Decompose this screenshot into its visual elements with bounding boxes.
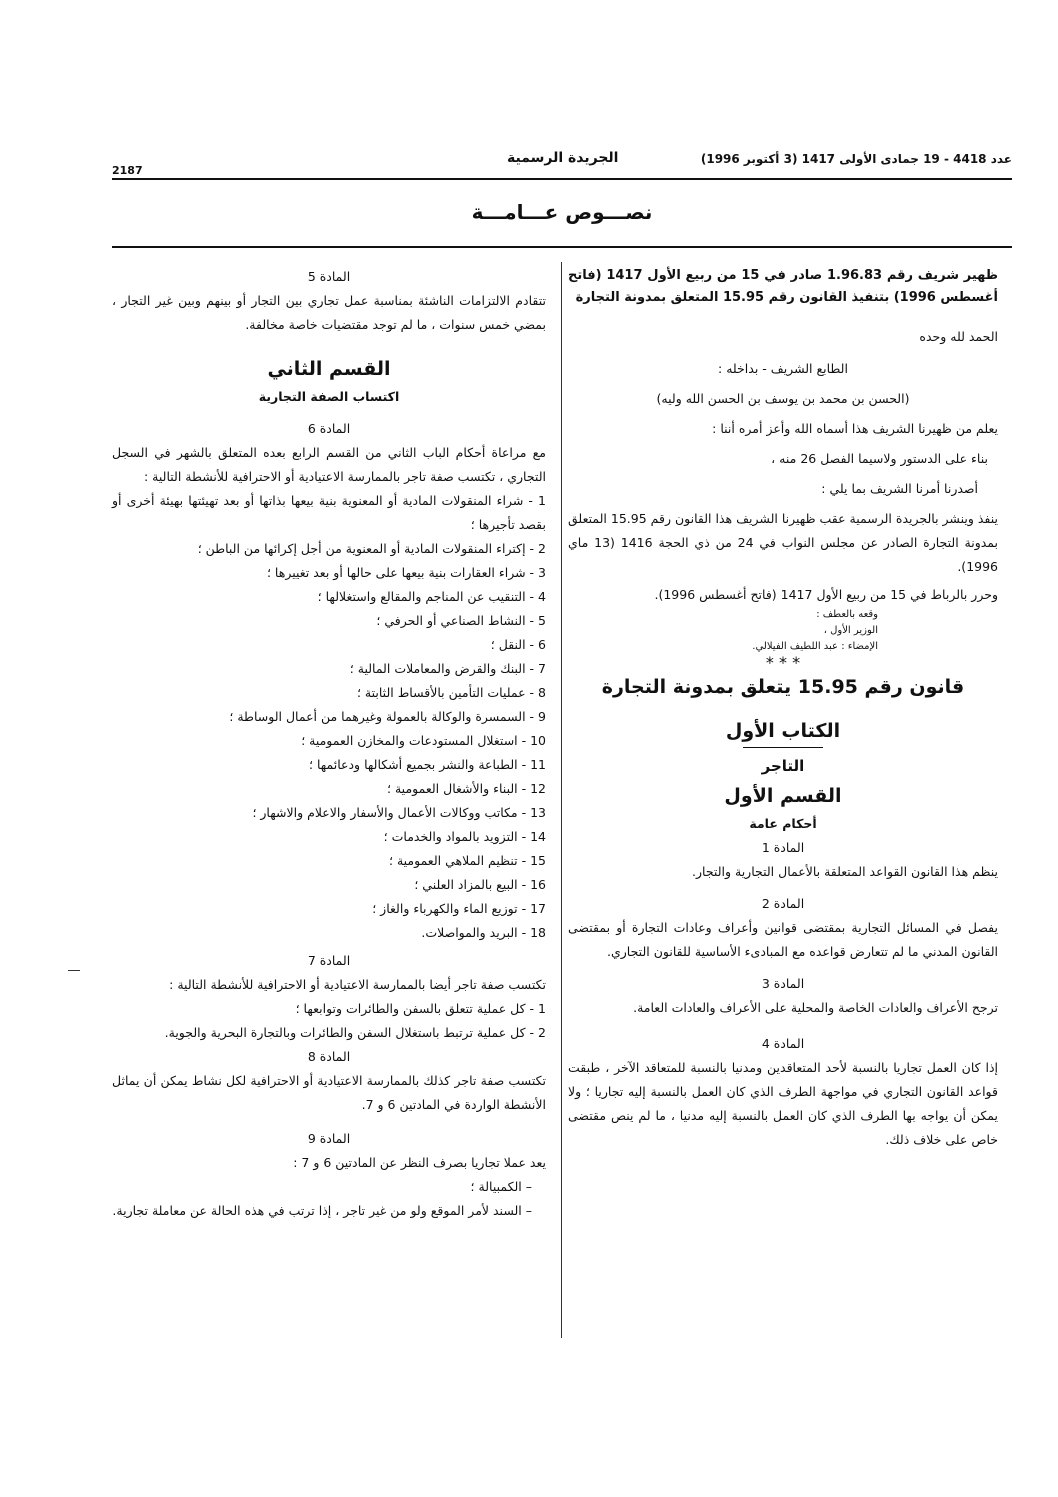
section-title: نصـــوص عـــامـــة [471,200,653,224]
article-9-item-1: – الكمبيالة ؛ [470,1179,532,1194]
list-item: 17 - توزيع الماء والكهرباء والغاز ؛ [372,901,546,916]
article-8-text: تكتسب صفة تاجر كذلك بالممارسة الاعتيادية أو الاحترافية لكل نشاط يمكن أن يماثل الأنشطة الواردة في المادتين 6 و 7. [112,1073,546,1112]
list-item: 13 - مكاتب ووكالات الأعمال والأسفار والاعلام والاشهار ؛ [252,805,546,820]
article-5-label: المادة 5 [307,269,351,284]
left-column [112,265,546,1223]
article-6-text: مع مراعاة أحكام الباب الثاني من القسم الرابع بعده المتعلق بالشهر في السجل التجاري ، تكتسب صفة تاجر بالممارسة الاعتيادية أو الاحترافية للأنشطة التالية : [112,445,546,484]
article-2-label: المادة 2 [761,896,805,911]
signature-3: الإمضاء : عبد اللطيف الفيلالي. [752,641,878,652]
list-item: 16 - البيع بالمزاد العلني ؛ [414,877,546,892]
list-item: 3 - شراء العقارات بنية بيعها على حالها أو بعد تغييرها ؛ [266,565,546,580]
list-item: 4 - التنقيب عن المناجم والمقالع واستغلالها ؛ [317,589,546,604]
signature-2: الوزير الأول ، [823,625,878,636]
margin-mark [68,970,80,971]
para-2: بناء على الدستور ولاسيما الفصل 26 منه ، [771,451,988,466]
list-item: 9 - السمسرة والوكالة بالعمولة وغيرهما من أعمال الوساطة ؛ [229,709,546,724]
article-7-label: المادة 7 [307,953,351,968]
page-number: 2187 [112,164,143,177]
list-item: 5 - النشاط الصناعي أو الحرفي ؛ [376,613,546,628]
article-8-label: المادة 8 [307,1049,351,1064]
list-item: 12 - البناء والأشغال العمومية ؛ [387,781,546,796]
activity-list [112,489,546,945]
article-4-text: إذا كان العمل تجاريا بالنسبة لأحد المتعاقدين ومدنيا بالنسبة للمتعاقد الآخر ، طبقت قواعد القانون التجاري في مواجهة الطرف الذي كان العمل بالنسبة إليه تجاريا ؛ ولا يمكن أن يواجه بها الطرف الذي كان العمل بالنسبة إليه مدنيا ، ما لم ينص مقتضى خاص على خلاف ذلك. [568,1060,998,1147]
section-rule [112,246,1012,248]
list-item: 8 - عمليات التأمين بالأقساط الثابتة ؛ [356,685,546,700]
article-5-text: تتقادم الالتزامات الناشئة بمناسبة عمل تجاري بين التجار أو بينهم وبين غير التجار ، بمضي خمس سنوات ، ما لم توجد مقتضيات خاصة مخالفة. [112,293,546,332]
gazette-title: الجريدة الرسمية [507,150,619,166]
hamd-line: الحمد لله وحده [919,329,998,344]
seal-line: الطابع الشريف - بداخله : [718,361,848,376]
list-item: 11 - الطباعة والنشر بجميع أشكالها ودعائمها ؛ [309,757,546,772]
article-1-text: ينظم هذا القانون القواعد المتعلقة بالأعمال التجارية والتجار. [692,864,998,879]
para-5: وحرر بالرباط في 15 من ربيع الأول 1417 (فاتح أغسطس 1996). [654,587,998,602]
list-item: 10 - استغلال المستودعات والمخازن العمومية ؛ [301,733,546,748]
signature-1: وقعه بالعطف : [816,609,878,620]
book-rule [743,747,823,748]
header-rule [112,178,1012,180]
article-9-item-2: – السند لأمر الموقع ولو من غير تاجر ، إذا ترتب في هذه الحالة عن معاملة تجارية. [112,1203,532,1218]
para-1: يعلم من ظهيرنا الشريف هذا أسماه الله وأعز أمره أننا : [712,421,998,436]
article-1-label: المادة 1 [761,840,805,855]
part-two-subtitle: اكتساب الصفة التجارية [258,389,400,404]
article-9-text: يعد عملا تجاريا بصرف النظر عن المادتين 6 و 7 : [293,1155,546,1170]
dahir-title: ظهير شريف رقم 1.96.83 صادر في 15 من ربيع الأول 1417 (فاتح أغسطس 1996) بتنفيذ القانون رقم 15.95 المتعلق بمدونة التجارة [568,268,998,305]
list-item: 15 - تنظيم الملاهي العمومية ؛ [389,853,546,868]
king-line: (الحسن بن محمد بن يوسف بن الحسن الله وليه) [656,391,910,406]
stars-separator: * * * [765,653,801,672]
law-title: قانون رقم 15.95 يتعلق بمدونة التجارة [601,676,965,698]
general-provisions: أحكام عامة [749,816,817,831]
list-item: 1 - شراء المنقولات المادية أو المعنوية بنية بيعها بذاتها أو بعد تهيئتها بهيئة أخرى أو بقصد تأجيرها ؛ [112,493,546,532]
article-9-label: المادة 9 [307,1131,351,1146]
para-3: أصدرنا أمرنا الشريف بما يلي : [821,481,978,496]
article-6-label: المادة 6 [307,421,351,436]
article-4-label: المادة 4 [761,1036,805,1051]
article-7-item-2: 2 - كل عملية ترتبط باستغلال السفن والطائرات وبالتجارة البحرية والجوية. [164,1025,546,1040]
article-7-text: تكتسب صفة تاجر أيضا بالممارسة الاعتيادية أو الاحترافية للأنشطة التالية : [169,977,546,992]
book-title: الكتاب الأول [725,720,841,742]
list-item: 2 - إكتراء المنقولات المادية أو المعنوية من أجل إكرائها من الباطن ؛ [197,541,546,556]
article-3-text: ترجح الأعراف والعادات الخاصة والمحلية على الأعراف والعادات العامة. [633,1000,998,1015]
list-item: 7 - البنك والقرض والمعاملات المالية ؛ [349,661,546,676]
issue-info: عدد 4418 - 19 جمادى الأولى 1417 (3 أكتوبر 1996) [700,152,1012,166]
page-header [112,150,1012,177]
right-column [568,265,998,1152]
list-item: 6 - النقل ؛ [490,637,546,652]
part-one-title: القسم الأول [724,785,842,807]
article-7-item-1: 1 - كل عملية تتعلق بالسفن والطائرات وتوابعها ؛ [295,1001,546,1016]
list-item: 14 - التزويد بالمواد والخدمات ؛ [383,829,546,844]
article-2-text: يفصل في المسائل التجارية بمقتضى قوانين وأعراف وعادات التجارة أو بمقتضى القانون المدني ما لم تتعارض قواعده مع المبادىء الأساسية للقانون التجاري. [568,920,998,959]
part-two-title: القسم الثاني [267,358,391,380]
merchant-heading: التاجر [761,757,805,775]
article-3-label: المادة 3 [761,976,805,991]
column-divider [561,262,562,1338]
para-4: ينفذ وينشر بالجريدة الرسمية عقب ظهيرنا الشريف هذا القانون رقم 15.95 المتعلق بمدونة التجارة الصادر عن مجلس النواب في 24 من ذي الحجة 1416 (13 ماي 1996). [568,511,998,574]
list-item: 18 - البريد والمواصلات. [421,925,546,940]
